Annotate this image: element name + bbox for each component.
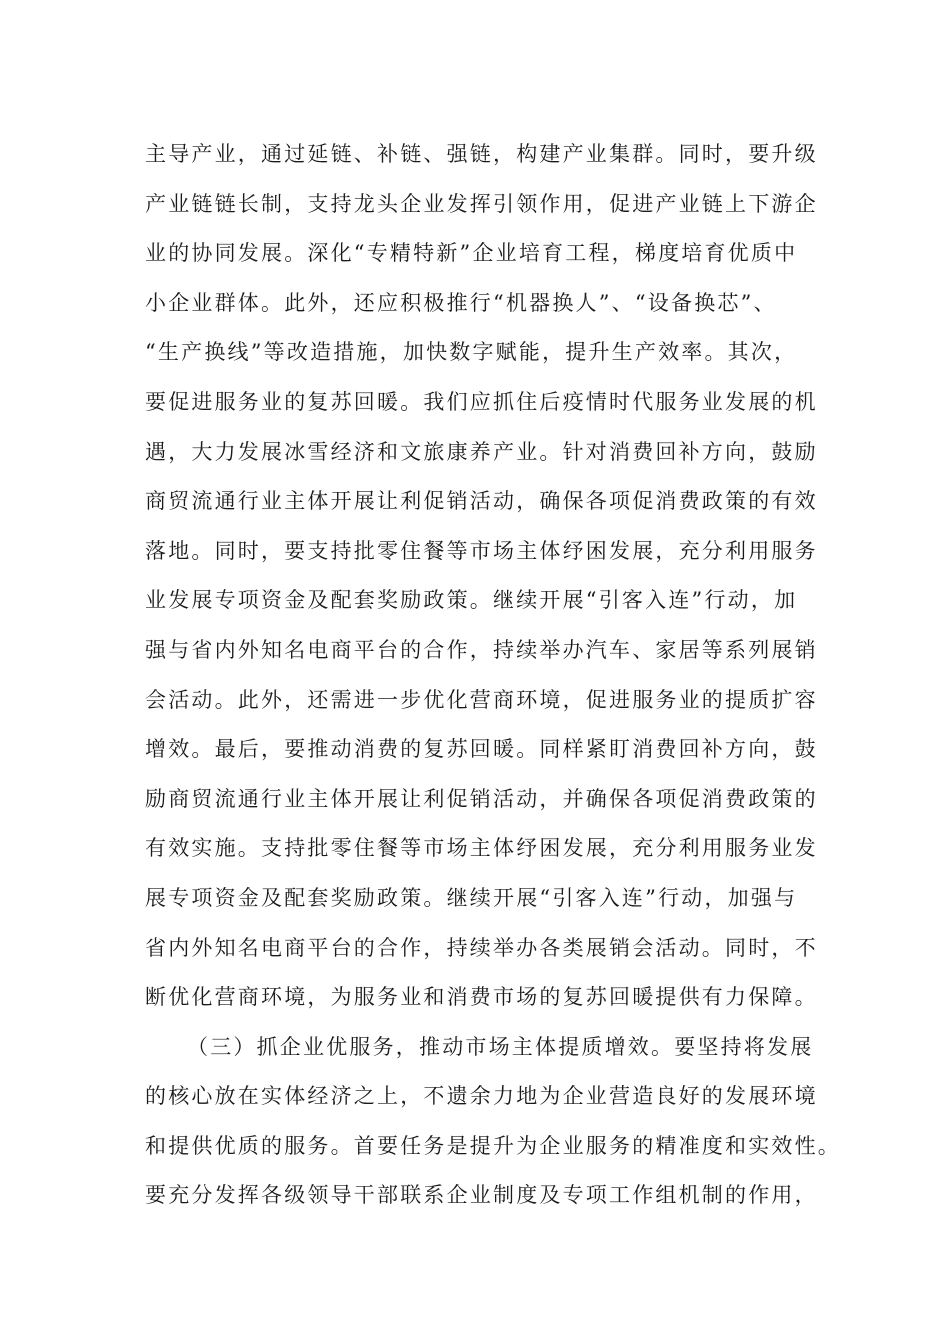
text-line: 强与省内外知名电商平台的合作，持续举办汽车、家居等系列展销 <box>145 637 818 662</box>
text-line: 有效实施。支持批零住餐等市场主体纾困发展，充分利用服务业发 <box>145 836 818 861</box>
text-line: “生产换线”等改造措施，加快数字赋能，提升生产效率。其次， <box>145 340 798 365</box>
text-line: 业发展专项资金及配套奖励政策。继续开展“引客入连”行动，加 <box>145 588 798 613</box>
text-line: 要促进服务业的复苏回暖。我们应抓住后疫情时代服务业发展的机 <box>145 389 818 414</box>
text-line: 主导产业，通过延链、补链、强链，构建产业集群。同时，要升级 <box>145 142 818 166</box>
text-line: 展专项资金及配套奖励政策。继续开展“引客入连”行动，加强与 <box>145 885 798 910</box>
text-line: 断优化营商环境，为服务业和消费市场的复苏回暖提供有力保障。 <box>145 985 818 1010</box>
text-line: 增效。最后，要推动消费的复苏回暖。同样紧盯消费回补方向，鼓 <box>145 737 818 762</box>
text-line: 省内外知名电商平台的合作，持续举办各类展销会活动。同时，不 <box>145 935 818 960</box>
text-line: 遇，大力发展冰雪经济和文旅康养产业。针对消费回补方向，鼓励 <box>145 439 818 464</box>
section-heading-line: （三）抓企业优服务，推动市场主体提质增效。要坚持将发展 <box>187 1034 814 1059</box>
text-line: 落地。同时，要支持批零住餐等市场主体纾困发展，充分利用服务 <box>145 538 818 563</box>
text-line: 励商贸流通行业主体开展让利促销活动，并确保各项促消费政策的 <box>145 786 818 811</box>
text-line: 产业链链长制，支持龙头企业发挥引领作用，促进产业链上下游企 <box>145 191 818 216</box>
text-line: 和提供优质的服务。首要任务是提升为企业服务的精准度和实效性。 <box>145 1133 841 1158</box>
text-line: 的核心放在实体经济之上，不遗余力地为企业营造良好的发展环境 <box>145 1084 818 1109</box>
text-line: 小企业群体。此外，还应积极推行“机器换人”、“设备换芯”、 <box>145 290 777 315</box>
text-line: 商贸流通行业主体开展让利促销活动，确保各项促消费政策的有效 <box>145 489 818 514</box>
body-text <box>145 134 841 1225</box>
text-line: 业的协同发展。深化“专精特新”企业培育工程，梯度培育优质中 <box>145 241 798 266</box>
text-line: 要充分发挥各级领导干部联系企业制度及专项工作组机制的作用， <box>145 1183 818 1208</box>
text-line: 会活动。此外，还需进一步优化营商环境，促进服务业的提质扩容 <box>145 687 818 712</box>
